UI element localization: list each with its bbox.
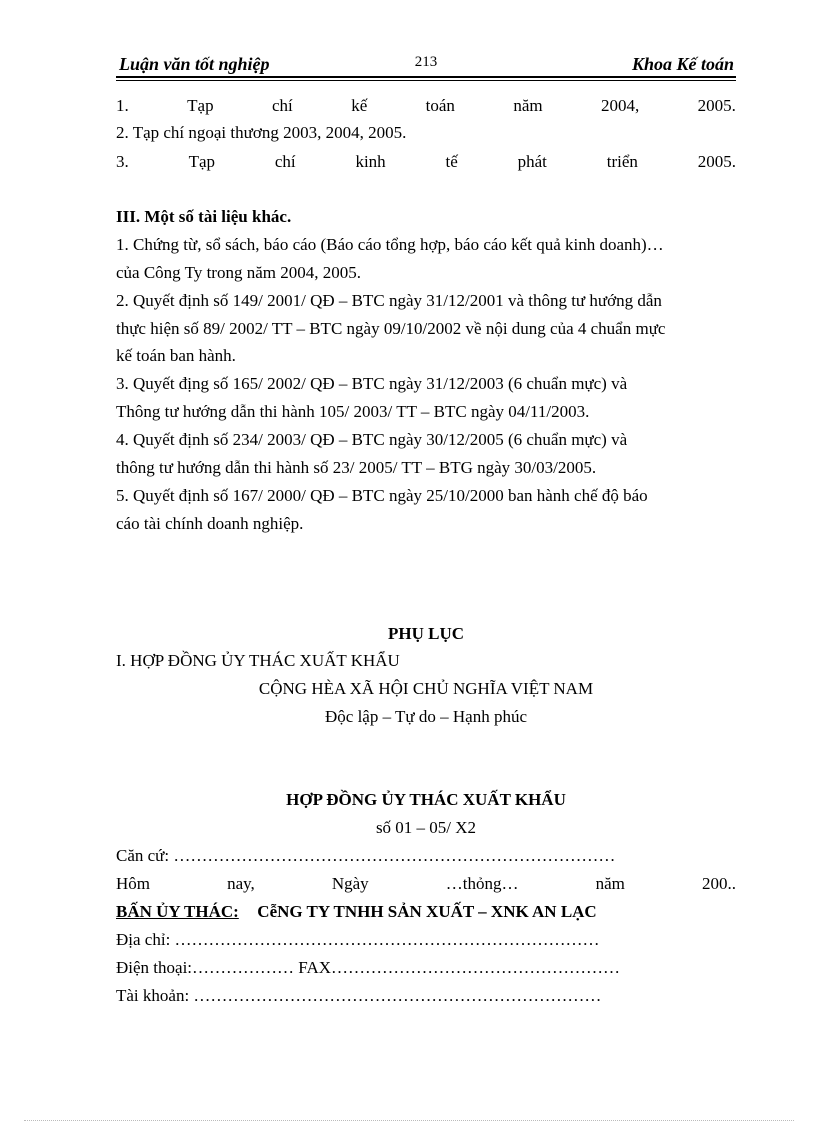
reference-line: Thông tư hướng dẫn thi hành 105/ 2003/ TT – BTC ngày 04/11/2003. [116, 402, 590, 421]
contract-date: Hôm nay, Ngày …thỏng… năm 200.. [116, 874, 736, 893]
reference-line: 3. Quyết địng số 165/ 2002/ QĐ – BTC ngày 31/12/2003 (6 chuẩn mực) và [116, 374, 628, 393]
contract-basis: Căn cứ: …………………………………………………………………… [116, 846, 616, 865]
national-title: CỘNG HÈA XÃ HỘI CHỦ NGHĨA VIỆT NAM [258, 679, 594, 698]
page-bottom-border [24, 1120, 794, 1121]
reference-line: thực hiện số 89/ 2002/ TT – BTC ngày 09/10/2002 về nội dung của 4 chuẩn mực [116, 319, 666, 338]
header-department: Khoa Kế toán [631, 54, 734, 74]
magazine-item-3: 3. Tạp chí kinh tế phát triển 2005. [116, 152, 736, 171]
reference-line: 2. Quyết định số 149/ 2001/ QĐ – BTC ngày 31/12/2001 và thông tư hướng dẫn [116, 291, 662, 310]
reference-line: 1. Chứng từ, sổ sách, báo cáo (Báo cáo tổng hợp, báo cáo kết quả kinh doanh)… [116, 235, 664, 254]
address-line: Địa chỉ: ………………………………………………………………… [116, 930, 600, 949]
entrusting-party [116, 898, 736, 926]
reference-line: 5. Quyết định số 167/ 2000/ QĐ – BTC ngày 25/10/2000 ban hành chế độ báo [116, 486, 648, 505]
section-heading: III. Một số tài liệu khác. [116, 207, 292, 226]
header-rule-thick [116, 76, 736, 78]
reference-line: thông tư hướng dẫn thi hành số 23/ 2005/ TT – BTG ngày 30/03/2005. [116, 458, 597, 477]
contract-title: HỢP ĐỒNG ỦY THÁC XUẤT KHẨU [286, 790, 566, 809]
appendix-subtitle: I. HỢP ĐỒNG ỦY THÁC XUẤT KHẨU [116, 651, 400, 670]
reference-line: của Công Ty trong năm 2004, 2005. [116, 263, 361, 282]
national-motto: Độc lập – Tự do – Hạnh phúc [325, 707, 527, 726]
appendix-title: PHỤ LỤC [387, 624, 465, 643]
magazine-item-2: 2. Tạp chí ngoại thương 2003, 2004, 2005. [116, 123, 407, 142]
entrusting-party-label: BẤN ỦY THÁC: [116, 902, 239, 921]
entrusting-party-name: CễNG TY TNHH SẢN XUẤT – XNK AN LẠC [257, 902, 597, 921]
header-rule-thin [116, 80, 736, 81]
phone-fax-line: Điện thoại:……………… FAX…………………………………………… [116, 958, 621, 977]
reference-line: 4. Quyết định số 234/ 2003/ QĐ – BTC ngày 30/12/2005 (6 chuẩn mực) và [116, 430, 628, 449]
page-header [116, 54, 736, 76]
reference-line: cáo tài chính doanh nghiệp. [116, 514, 304, 533]
header-page-number: 213 [414, 54, 438, 70]
account-line: Tài khoản: ……………………………………………………………… [116, 986, 602, 1005]
magazine-item-1: 1. Tạp chí kế toán năm 2004, 2005. [116, 96, 736, 115]
reference-line: kế toán ban hành. [116, 346, 236, 365]
header-thesis-title: Luận văn tốt nghiệp [119, 54, 270, 74]
contract-number: số 01 – 05/ X2 [375, 818, 477, 837]
